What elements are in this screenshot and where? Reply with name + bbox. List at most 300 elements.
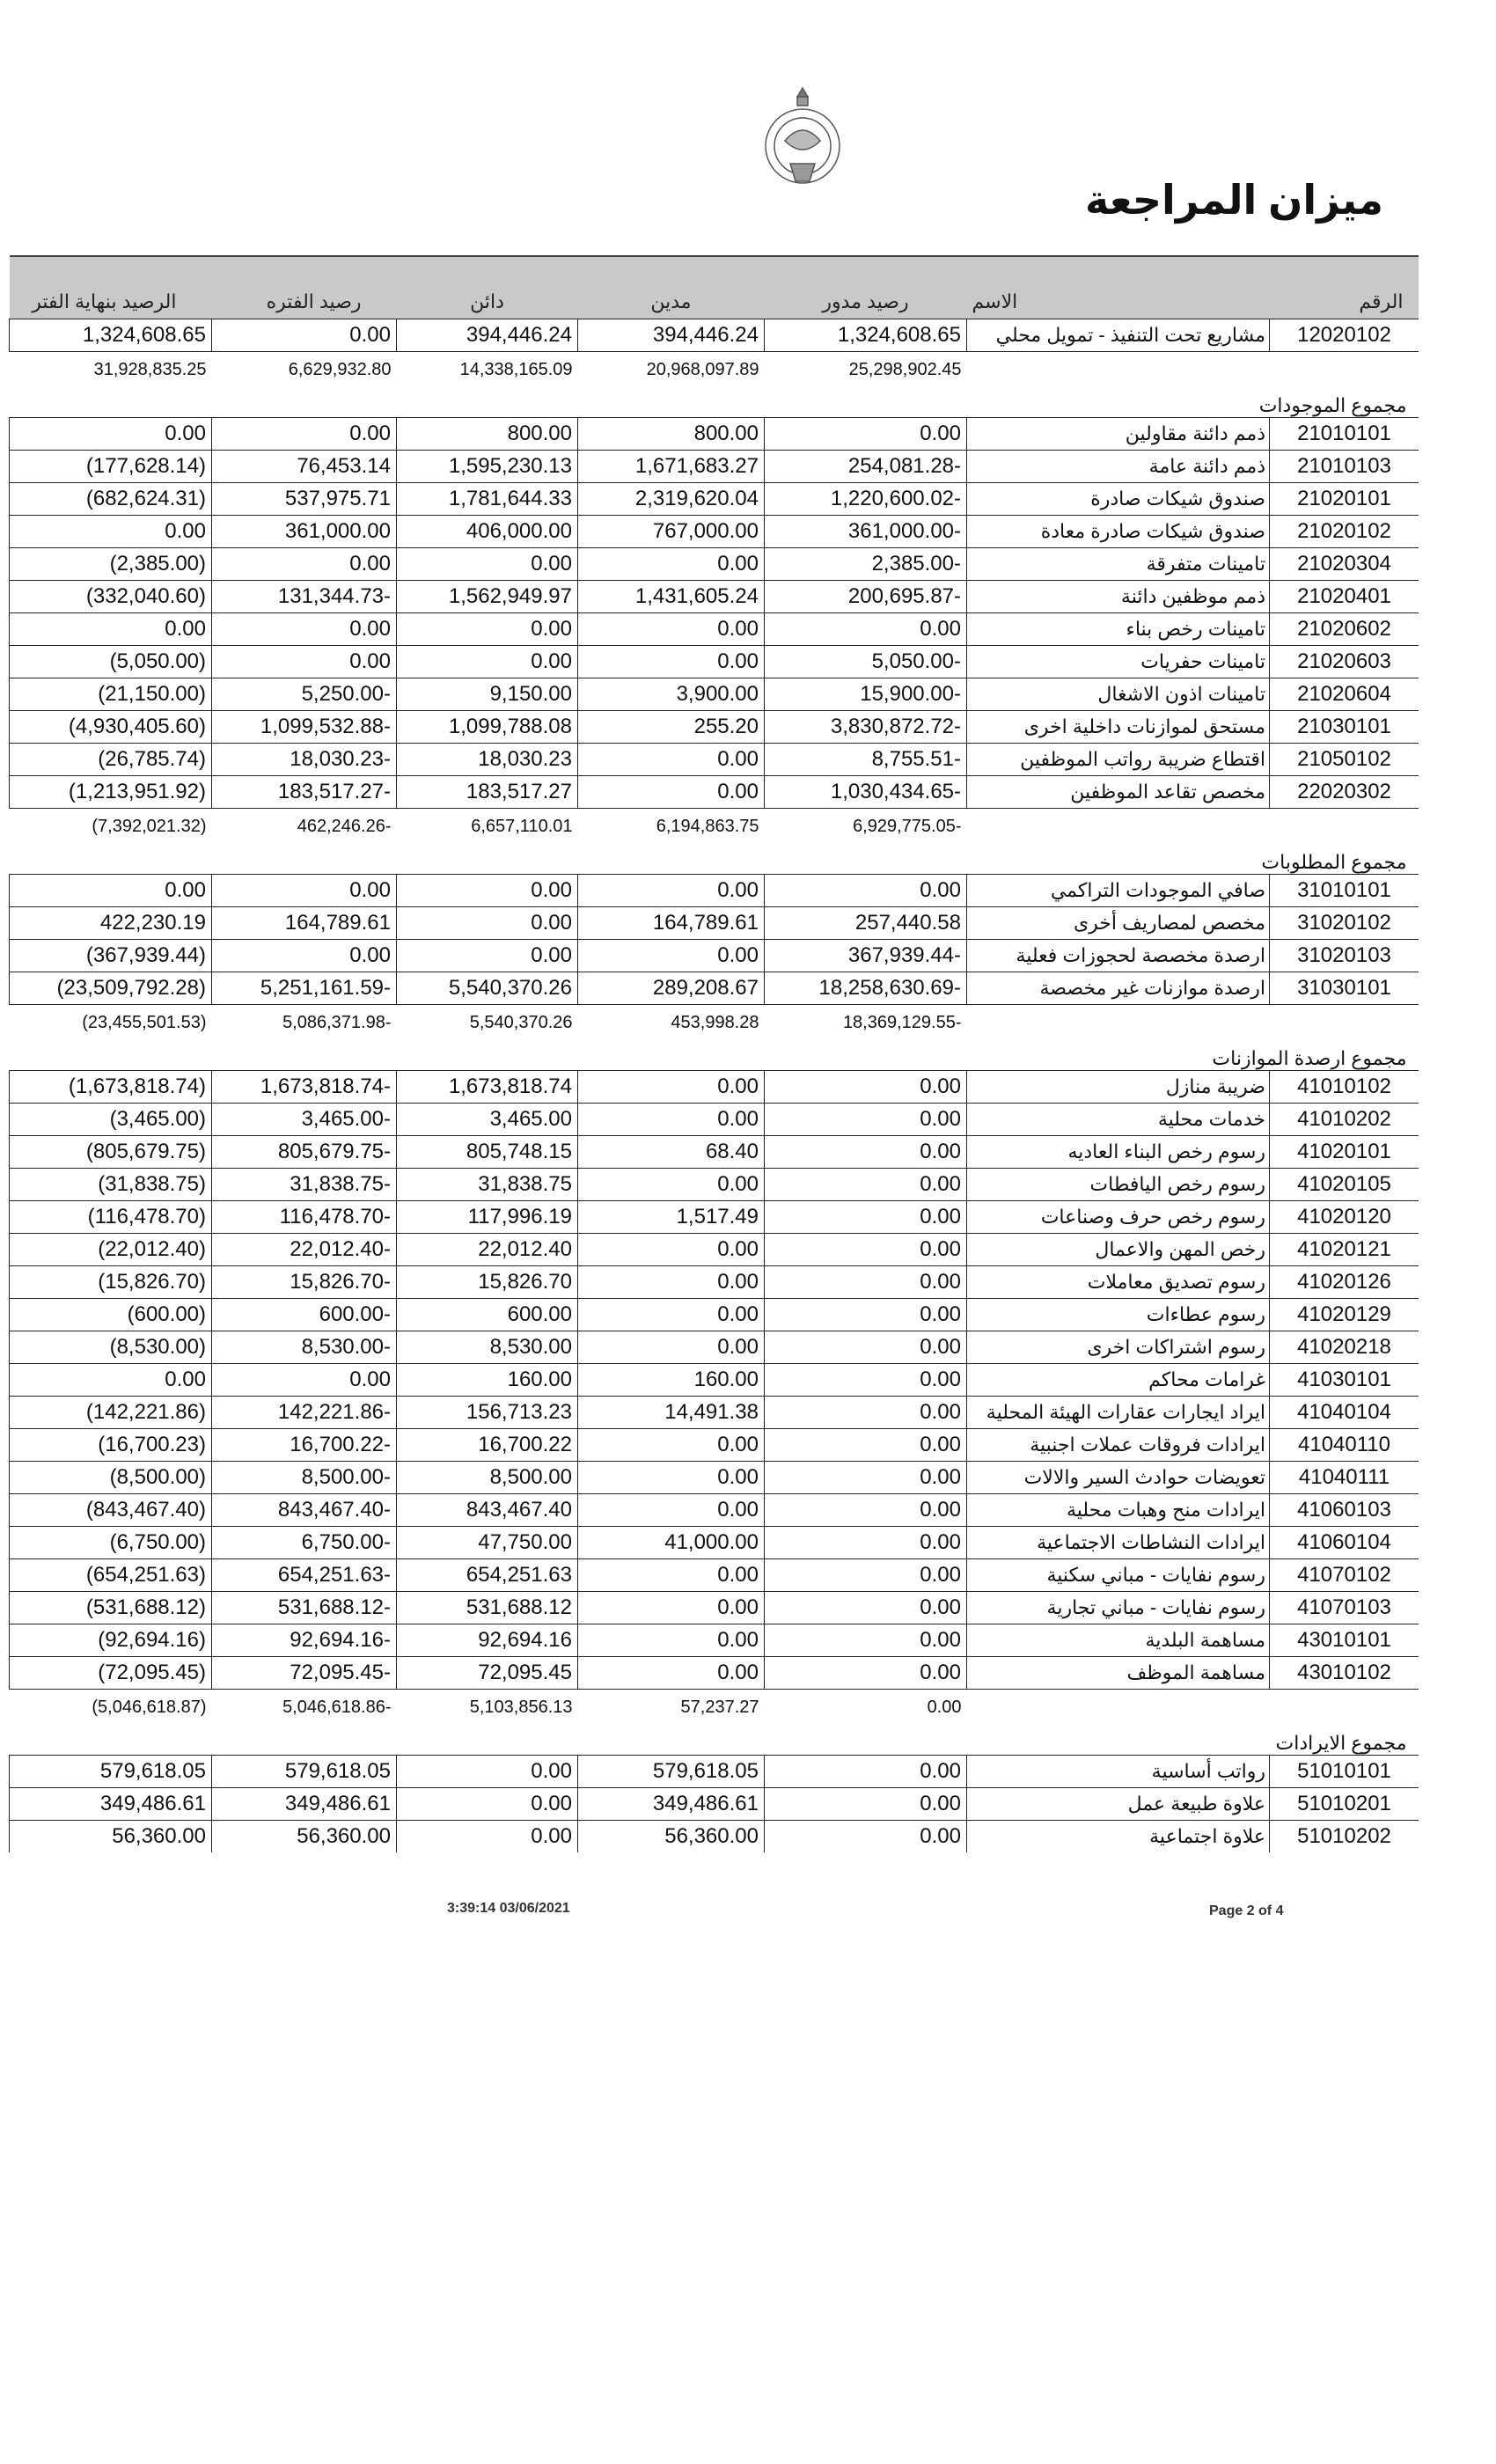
total-period-balance: 5,086,371.98- <box>282 1012 392 1032</box>
period-balance-cell: 0.00 <box>212 1364 397 1397</box>
account-code-cell: 41010102 <box>1270 1071 1419 1104</box>
group-label: مجموع المطلوبات <box>1261 851 1407 873</box>
account-code-cell: 21030101 <box>1270 711 1419 744</box>
credit-cell: 160.00 <box>397 1364 578 1397</box>
debit-cell: 394,446.24 <box>578 319 765 352</box>
debit-cell: 0.00 <box>578 1624 765 1657</box>
account-name-cell: مستحق لموازنات داخلية اخرى <box>967 711 1270 744</box>
period-balance-cell: 18,030.23- <box>212 744 397 776</box>
debit-cell: 1,431,605.24 <box>578 581 765 613</box>
credit-cell: 654,251.63 <box>397 1559 578 1592</box>
carried-balance-cell: 0.00 <box>765 1592 967 1624</box>
debit-cell: 0.00 <box>578 1559 765 1592</box>
period-balance-cell: 0.00 <box>212 940 397 972</box>
credit-cell: 22,012.40 <box>397 1234 578 1266</box>
carried-balance-cell: 0.00 <box>765 1364 967 1397</box>
credit-cell: 15,826.70 <box>397 1266 578 1299</box>
closing-balance-cell: (15,826.70) <box>10 1266 212 1299</box>
carried-balance-cell: 0.00 <box>765 1624 967 1657</box>
account-name-cell: ذمم دائنة عامة <box>967 451 1270 483</box>
carried-balance-cell: 0.00 <box>765 1429 967 1462</box>
carried-balance-cell: 1,324,608.65 <box>765 319 967 352</box>
account-code-cell: 22020302 <box>1270 776 1419 809</box>
period-balance-cell: 16,700.22- <box>212 1429 397 1462</box>
account-name-cell: مشاريع تحت التنفيذ - تمويل محلي <box>967 319 1270 352</box>
account-code-cell: 41020129 <box>1270 1299 1419 1331</box>
account-name-cell: صندوق شيكات صادرة <box>967 483 1270 516</box>
total-period-balance: 5,046,618.86- <box>282 1697 392 1717</box>
total-period-balance: 6,629,932.80 <box>288 359 392 379</box>
closing-balance-cell: (23,509,792.28) <box>10 972 212 1005</box>
total-closing-balance: (23,455,501.53) <box>82 1012 207 1032</box>
closing-balance-cell: (531,688.12) <box>10 1592 212 1624</box>
account-code-cell: 41070103 <box>1270 1592 1419 1624</box>
account-code-cell: 41040110 <box>1270 1429 1419 1462</box>
total-credit: 5,103,856.13 <box>469 1697 573 1717</box>
closing-balance-cell: (367,939.44) <box>10 940 212 972</box>
account-name-cell: تامينات رخص بناء <box>967 613 1270 646</box>
account-row <box>10 1494 1419 1527</box>
period-balance-cell: 183,517.27- <box>212 776 397 809</box>
account-name-cell: ايرادات النشاطات الاجتماعية <box>967 1527 1270 1559</box>
total-closing-balance: (5,046,618.87) <box>92 1697 207 1717</box>
period-balance-cell: 8,500.00- <box>212 1462 397 1494</box>
total-debit: 57,237.27 <box>680 1697 759 1717</box>
header-carried-balance: رصيد مدور <box>765 256 967 319</box>
closing-balance-cell: (8,500.00) <box>10 1462 212 1494</box>
period-balance-cell: 0.00 <box>212 319 397 352</box>
carried-balance-cell: 0.00 <box>765 1071 967 1104</box>
carried-balance-cell: 0.00 <box>765 1169 967 1201</box>
account-row <box>10 548 1419 581</box>
account-code-cell: 12020102 <box>1270 319 1419 352</box>
account-code-cell: 41020218 <box>1270 1331 1419 1364</box>
credit-cell: 800.00 <box>397 418 578 451</box>
account-row <box>10 646 1419 678</box>
account-row <box>10 1071 1419 1104</box>
closing-balance-cell: (4,930,405.60) <box>10 711 212 744</box>
debit-cell: 0.00 <box>578 744 765 776</box>
debit-cell: 1,517.49 <box>578 1201 765 1234</box>
debit-cell: 255.20 <box>578 711 765 744</box>
credit-cell: 600.00 <box>397 1299 578 1331</box>
credit-cell: 0.00 <box>397 1788 578 1821</box>
account-code-cell: 41020121 <box>1270 1234 1419 1266</box>
credit-cell: 0.00 <box>397 875 578 907</box>
closing-balance-cell: (177,628.14) <box>10 451 212 483</box>
period-balance-cell: 22,012.40- <box>212 1234 397 1266</box>
account-name-cell: تعويضات حوادث السير والالات <box>967 1462 1270 1494</box>
total-row <box>10 1005 1419 1041</box>
closing-balance-cell: (5,050.00) <box>10 646 212 678</box>
closing-balance-cell: (654,251.63) <box>10 1559 212 1592</box>
total-spacer <box>967 352 1419 388</box>
carried-balance-cell: 8,755.51- <box>765 744 967 776</box>
account-code-cell: 21020102 <box>1270 516 1419 548</box>
header-closing-balance: الرصيد بنهاية الفتر <box>10 256 212 319</box>
account-code-cell: 41020101 <box>1270 1136 1419 1169</box>
closing-balance-cell: (332,040.60) <box>10 581 212 613</box>
debit-cell: 0.00 <box>578 646 765 678</box>
carried-balance-cell: 1,030,434.65- <box>765 776 967 809</box>
group-heading-row <box>10 1040 1419 1071</box>
account-name-cell: ضريبة منازل <box>967 1071 1270 1104</box>
credit-cell: 156,713.23 <box>397 1397 578 1429</box>
debit-cell: 0.00 <box>578 875 765 907</box>
carried-balance-cell: 257,440.58 <box>765 907 967 940</box>
period-balance-cell: 142,221.86- <box>212 1397 397 1429</box>
group-heading-row <box>10 387 1419 418</box>
account-name-cell: مخصص لمصاريف أخرى <box>967 907 1270 940</box>
carried-balance-cell: 361,000.00- <box>765 516 967 548</box>
account-name-cell: رسوم رخص حرف وصناعات <box>967 1201 1270 1234</box>
closing-balance-cell: (26,785.74) <box>10 744 212 776</box>
municipality-seal-logo <box>759 84 847 199</box>
account-name-cell: ايرادات فروقات عملات اجنبية <box>967 1429 1270 1462</box>
period-balance-cell: 6,750.00- <box>212 1527 397 1559</box>
account-row <box>10 678 1419 711</box>
total-period-balance: 462,246.26- <box>297 816 392 836</box>
carried-balance-cell: 0.00 <box>765 1657 967 1690</box>
carried-balance-cell: 0.00 <box>765 875 967 907</box>
account-code-cell: 31030101 <box>1270 972 1419 1005</box>
credit-cell: 0.00 <box>397 548 578 581</box>
total-row <box>10 809 1419 845</box>
period-balance-cell: 537,975.71 <box>212 483 397 516</box>
account-name-cell: مساهمة الموظف <box>967 1657 1270 1690</box>
total-row <box>10 1690 1419 1726</box>
account-name-cell: رسوم تصديق معاملات <box>967 1266 1270 1299</box>
debit-cell: 0.00 <box>578 1104 765 1136</box>
account-code-cell: 41040111 <box>1270 1462 1419 1494</box>
account-code-cell: 21020401 <box>1270 581 1419 613</box>
debit-cell: 164,789.61 <box>578 907 765 940</box>
credit-cell: 8,530.00 <box>397 1331 578 1364</box>
closing-balance-cell: (1,213,951.92) <box>10 776 212 809</box>
account-code-cell: 21020603 <box>1270 646 1419 678</box>
account-row <box>10 418 1419 451</box>
credit-cell: 0.00 <box>397 613 578 646</box>
debit-cell: 0.00 <box>578 1462 765 1494</box>
account-row <box>10 1104 1419 1136</box>
total-credit: 6,657,110.01 <box>471 816 573 836</box>
debit-cell: 579,618.05 <box>578 1756 765 1788</box>
account-code-cell: 41070102 <box>1270 1559 1419 1592</box>
debit-cell: 349,486.61 <box>578 1788 765 1821</box>
debit-cell: 0.00 <box>578 776 765 809</box>
carried-balance-cell: 18,258,630.69- <box>765 972 967 1005</box>
group-spacer <box>10 844 967 875</box>
carried-balance-cell: 0.00 <box>765 418 967 451</box>
account-row <box>10 1234 1419 1266</box>
account-row <box>10 1821 1419 1853</box>
period-balance-cell: 843,467.40- <box>212 1494 397 1527</box>
account-row <box>10 776 1419 809</box>
carried-balance-cell: 0.00 <box>765 1331 967 1364</box>
period-balance-cell: 0.00 <box>212 613 397 646</box>
account-row <box>10 711 1419 744</box>
closing-balance-cell: (72,095.45) <box>10 1657 212 1690</box>
period-balance-cell: 15,826.70- <box>212 1266 397 1299</box>
account-code-cell: 41060104 <box>1270 1527 1419 1559</box>
closing-balance-cell: 579,618.05 <box>10 1756 212 1788</box>
account-name-cell: ايرادات منح وهبات محلية <box>967 1494 1270 1527</box>
account-row <box>10 1364 1419 1397</box>
period-balance-cell: 92,694.16- <box>212 1624 397 1657</box>
closing-balance-cell: (92,694.16) <box>10 1624 212 1657</box>
table-header <box>10 256 1419 319</box>
debit-cell: 0.00 <box>578 1657 765 1690</box>
period-balance-cell: 0.00 <box>212 875 397 907</box>
account-row <box>10 1136 1419 1169</box>
account-row <box>10 1266 1419 1299</box>
closing-balance-cell: 0.00 <box>10 1364 212 1397</box>
header-period-balance: رصيد الفتره <box>212 256 397 319</box>
credit-cell: 3,465.00 <box>397 1104 578 1136</box>
header-debit: مدين <box>578 256 765 319</box>
account-name-cell: تامينات متفرقة <box>967 548 1270 581</box>
account-name-cell: ايراد ايجارات عقارات الهيئة المحلية <box>967 1397 1270 1429</box>
credit-cell: 0.00 <box>397 1821 578 1853</box>
account-row <box>10 1624 1419 1657</box>
account-code-cell: 41060103 <box>1270 1494 1419 1527</box>
account-name-cell: علاوة اجتماعية <box>967 1821 1270 1853</box>
account-code-cell: 21050102 <box>1270 744 1419 776</box>
period-balance-cell: 116,478.70- <box>212 1201 397 1234</box>
account-row <box>10 875 1419 907</box>
account-row <box>10 581 1419 613</box>
account-code-cell: 21020602 <box>1270 613 1419 646</box>
account-name-cell: رسوم اشتراكات اخرى <box>967 1331 1270 1364</box>
group-label: مجموع ارصدة الموازنات <box>1212 1047 1407 1069</box>
debit-cell: 0.00 <box>578 548 765 581</box>
group-label: مجموع الايرادات <box>1275 1732 1407 1754</box>
closing-balance-cell: 0.00 <box>10 516 212 548</box>
account-name-cell: ذمم موظفين دائنة <box>967 581 1270 613</box>
closing-balance-cell: 0.00 <box>10 613 212 646</box>
period-balance-cell: 0.00 <box>212 418 397 451</box>
carried-balance-cell: 1,220,600.02- <box>765 483 967 516</box>
debit-cell: 0.00 <box>578 940 765 972</box>
group-label: مجموع الموجودات <box>1258 394 1407 416</box>
account-name-cell: رسوم رخص اليافطات <box>967 1169 1270 1201</box>
period-balance-cell: 0.00 <box>212 646 397 678</box>
debit-cell: 0.00 <box>578 1234 765 1266</box>
total-closing-balance: 31,928,835.25 <box>93 359 207 379</box>
period-balance-cell: 131,344.73- <box>212 581 397 613</box>
credit-cell: 1,099,788.08 <box>397 711 578 744</box>
credit-cell: 1,562,949.97 <box>397 581 578 613</box>
account-code-cell: 21010103 <box>1270 451 1419 483</box>
account-code-cell: 41040104 <box>1270 1397 1419 1429</box>
credit-cell: 183,517.27 <box>397 776 578 809</box>
debit-cell: 767,000.00 <box>578 516 765 548</box>
account-row <box>10 1527 1419 1559</box>
closing-balance-cell: (8,530.00) <box>10 1331 212 1364</box>
period-balance-cell: 5,251,161.59- <box>212 972 397 1005</box>
carried-balance-cell: 0.00 <box>765 1821 967 1853</box>
debit-cell: 0.00 <box>578 1331 765 1364</box>
account-row <box>10 1429 1419 1462</box>
account-row <box>10 516 1419 548</box>
account-row <box>10 972 1419 1005</box>
account-row <box>10 1559 1419 1592</box>
account-code-cell: 41010202 <box>1270 1104 1419 1136</box>
debit-cell: 14,491.38 <box>578 1397 765 1429</box>
trial-balance-table <box>9 255 1419 1852</box>
debit-cell: 800.00 <box>578 418 765 451</box>
period-balance-cell: 31,838.75- <box>212 1169 397 1201</box>
account-code-cell: 43010102 <box>1270 1657 1419 1690</box>
closing-balance-cell: 0.00 <box>10 418 212 451</box>
total-debit: 6,194,863.75 <box>656 816 759 836</box>
closing-balance-cell: 349,486.61 <box>10 1788 212 1821</box>
table-body <box>10 319 1419 1853</box>
period-balance-cell: 8,530.00- <box>212 1331 397 1364</box>
debit-cell: 68.40 <box>578 1136 765 1169</box>
carried-balance-cell: 0.00 <box>765 1527 967 1559</box>
account-row <box>10 1299 1419 1331</box>
debit-cell: 289,208.67 <box>578 972 765 1005</box>
account-name-cell: تامينات اذون الاشغال <box>967 678 1270 711</box>
group-spacer <box>10 387 967 418</box>
total-spacer <box>967 809 1419 845</box>
account-code-cell: 31020102 <box>1270 907 1419 940</box>
total-credit: 14,338,165.09 <box>459 359 573 379</box>
account-row <box>10 1331 1419 1364</box>
account-row <box>10 483 1419 516</box>
account-code-cell: 41020105 <box>1270 1169 1419 1201</box>
account-row <box>10 1169 1419 1201</box>
account-name-cell: صافي الموجودات التراكمي <box>967 875 1270 907</box>
period-balance-cell: 0.00 <box>212 548 397 581</box>
credit-cell: 1,673,818.74 <box>397 1071 578 1104</box>
credit-cell: 117,996.19 <box>397 1201 578 1234</box>
account-row <box>10 1592 1419 1624</box>
account-code-cell: 51010101 <box>1270 1756 1419 1788</box>
debit-cell: 0.00 <box>578 1494 765 1527</box>
credit-cell: 0.00 <box>397 646 578 678</box>
closing-balance-cell: (21,150.00) <box>10 678 212 711</box>
debit-cell: 0.00 <box>578 1299 765 1331</box>
closing-balance-cell: 0.00 <box>10 875 212 907</box>
period-balance-cell: 5,250.00- <box>212 678 397 711</box>
closing-balance-cell: (6,750.00) <box>10 1527 212 1559</box>
account-name-cell: ارصدة موازنات غير مخصصة <box>967 972 1270 1005</box>
credit-cell: 0.00 <box>397 1756 578 1788</box>
credit-cell: 72,095.45 <box>397 1657 578 1690</box>
account-row <box>10 1201 1419 1234</box>
closing-balance-cell: 422,230.19 <box>10 907 212 940</box>
account-name-cell: مساهمة البلدية <box>967 1624 1270 1657</box>
period-balance-cell: 1,673,818.74- <box>212 1071 397 1104</box>
account-code-cell: 41020126 <box>1270 1266 1419 1299</box>
credit-cell: 1,595,230.13 <box>397 451 578 483</box>
closing-balance-cell: (805,679.75) <box>10 1136 212 1169</box>
page-number: Page 2 of 4 <box>1209 1903 1284 1918</box>
total-spacer <box>967 1005 1419 1041</box>
period-balance-cell: 72,095.45- <box>212 1657 397 1690</box>
debit-cell: 1,671,683.27 <box>578 451 765 483</box>
account-row <box>10 744 1419 776</box>
debit-cell: 56,360.00 <box>578 1821 765 1853</box>
closing-balance-cell: (1,673,818.74) <box>10 1071 212 1104</box>
credit-cell: 31,838.75 <box>397 1169 578 1201</box>
debit-cell: 0.00 <box>578 1266 765 1299</box>
period-balance-cell: 1,099,532.88- <box>212 711 397 744</box>
period-balance-cell: 600.00- <box>212 1299 397 1331</box>
total-carried-balance: 18,369,129.55- <box>842 1012 962 1032</box>
credit-cell: 5,540,370.26 <box>397 972 578 1005</box>
account-name-cell: مخصص تقاعد الموظفين <box>967 776 1270 809</box>
carried-balance-cell: 15,900.00- <box>765 678 967 711</box>
carried-balance-cell: 0.00 <box>765 613 967 646</box>
carried-balance-cell: 5,050.00- <box>765 646 967 678</box>
account-code-cell: 21020304 <box>1270 548 1419 581</box>
total-spacer <box>967 1690 1419 1726</box>
debit-cell: 160.00 <box>578 1364 765 1397</box>
period-balance-cell: 349,486.61 <box>212 1788 397 1821</box>
carried-balance-cell: 0.00 <box>765 1234 967 1266</box>
carried-balance-cell: 0.00 <box>765 1494 967 1527</box>
total-carried-balance: 6,929,775.05- <box>853 816 962 836</box>
total-carried-balance: 0.00 <box>927 1697 962 1717</box>
account-row <box>10 319 1419 352</box>
debit-cell: 2,319,620.04 <box>578 483 765 516</box>
closing-balance-cell: (2,385.00) <box>10 548 212 581</box>
account-code-cell: 31020103 <box>1270 940 1419 972</box>
carried-balance-cell: 200,695.87- <box>765 581 967 613</box>
credit-cell: 394,446.24 <box>397 319 578 352</box>
account-code-cell: 21020101 <box>1270 483 1419 516</box>
credit-cell: 843,467.40 <box>397 1494 578 1527</box>
closing-balance-cell: (843,467.40) <box>10 1494 212 1527</box>
account-code-cell: 41030101 <box>1270 1364 1419 1397</box>
carried-balance-cell: 0.00 <box>765 1201 967 1234</box>
closing-balance-cell: (682,624.31) <box>10 483 212 516</box>
debit-cell: 0.00 <box>578 613 765 646</box>
account-name-cell: ارصدة مخصصة لحجوزات فعلية <box>967 940 1270 972</box>
total-carried-balance: 25,298,902.45 <box>848 359 962 379</box>
account-row <box>10 613 1419 646</box>
period-balance-cell: 805,679.75- <box>212 1136 397 1169</box>
account-name-cell: رسوم عطاءات <box>967 1299 1270 1331</box>
period-balance-cell: 3,465.00- <box>212 1104 397 1136</box>
account-row <box>10 1397 1419 1429</box>
total-debit: 20,968,097.89 <box>646 359 759 379</box>
account-code-cell: 51010201 <box>1270 1788 1419 1821</box>
account-name-cell: رخص المهن والاعمال <box>967 1234 1270 1266</box>
credit-cell: 1,781,644.33 <box>397 483 578 516</box>
header-credit: دائن <box>397 256 578 319</box>
credit-cell: 16,700.22 <box>397 1429 578 1462</box>
total-debit: 453,998.28 <box>671 1012 759 1032</box>
credit-cell: 0.00 <box>397 907 578 940</box>
credit-cell: 47,750.00 <box>397 1527 578 1559</box>
carried-balance-cell: 2,385.00- <box>765 548 967 581</box>
group-heading-row <box>10 1725 1419 1756</box>
account-row <box>10 1462 1419 1494</box>
header-code: الرقم <box>1270 256 1419 319</box>
credit-cell: 531,688.12 <box>397 1592 578 1624</box>
carried-balance-cell: 0.00 <box>765 1104 967 1136</box>
closing-balance-cell: (31,838.75) <box>10 1169 212 1201</box>
closing-balance-cell: (3,465.00) <box>10 1104 212 1136</box>
carried-balance-cell: 0.00 <box>765 1397 967 1429</box>
carried-balance-cell: 0.00 <box>765 1299 967 1331</box>
credit-cell: 406,000.00 <box>397 516 578 548</box>
account-row <box>10 1657 1419 1690</box>
